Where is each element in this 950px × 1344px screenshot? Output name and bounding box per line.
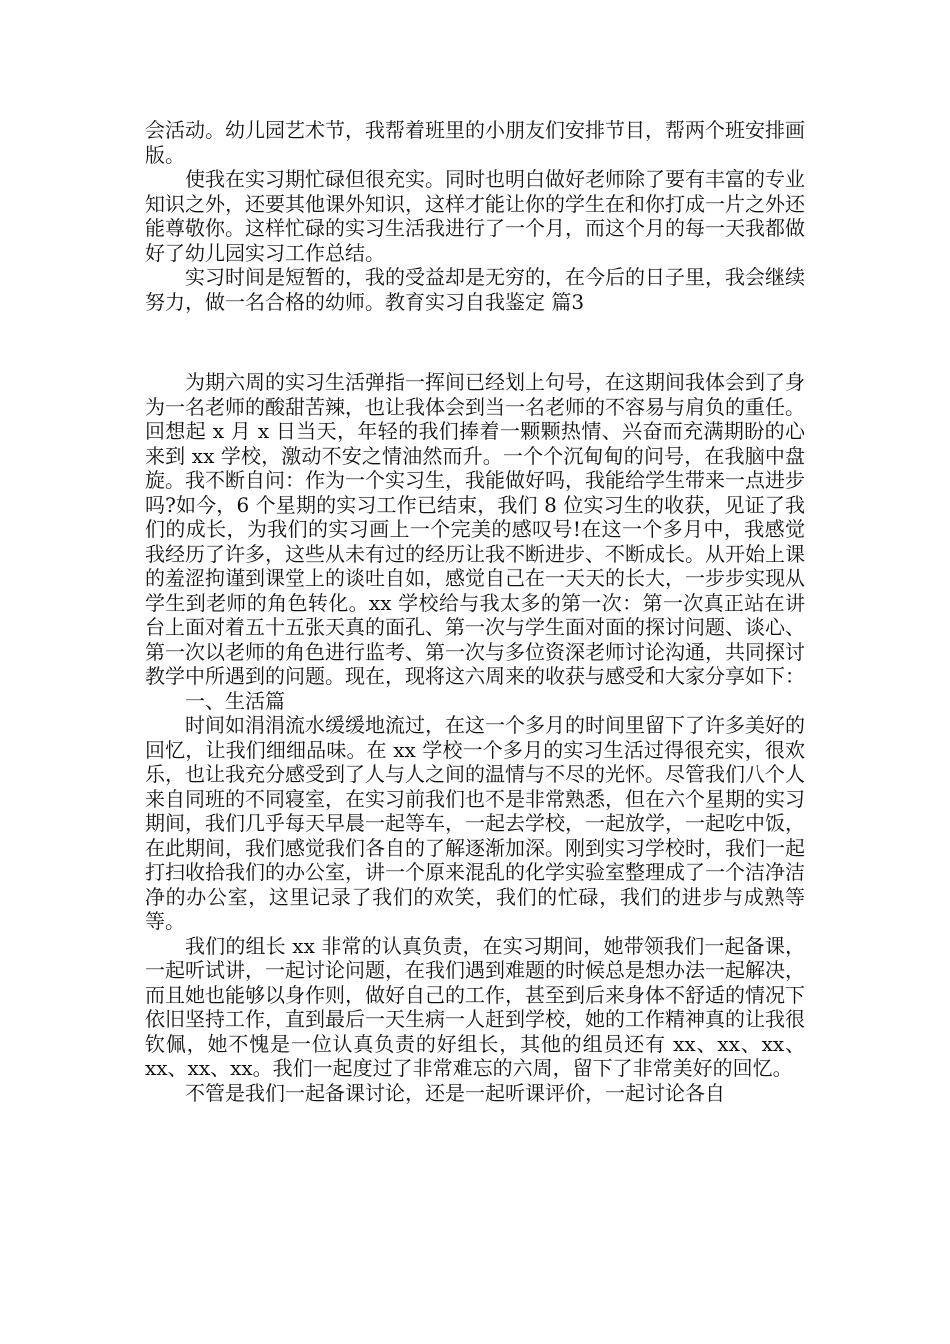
paragraph-2: 使我在实习期忙碌但很充实。同时也明白做好老师除了要有丰富的专业知识之外，还要其他课外知识，这样才能让你的学生在和你打成一片之外还能尊敬你。这样忙碌的实习生活我进行了一个月，而这个月的每一天我都做好了幼儿园实习工作总结。 (145, 167, 805, 265)
paragraph-4: 为期六周的实习生活弹指一挥间已经划上句号，在这期间我体会到了身为一名老师的酸甜苦辣，也让我体会到当一名老师的不容易与肩负的重任。回想起 x 月 x 日当天，年轻的我们捧着一颗颗热情、兴奋而充满期盼的心来到 xx 学校，激动不安之情油然而升。一个个沉甸甸的问号，在我脑中盘旋。我不断自问：作为一个实习生，我能做好吗，我能给学生带来一点进步吗?如今，6 个星期的实习工作已结束，我们 8 位实习生的收获，见证了我们的成长，为我们的实习画上一个完美的感叹号!在这一个多月中，我感觉我经历了许多，这些从未有过的经历让我不断进步、不断成长。从开始上课的羞涩拘谨到课堂上的谈吐自如，感觉自己在一天天的长大，一步步实现从学生到老师的角色转化。xx 学校给与我太多的第一次：第一次真正站在讲台上面对着五十五张天真的面孔、第一次与学生面对面的探讨问题、谈心、第一次以老师的角色进行监考、第一次与多位资深老师讨论沟通，共同探讨教学中所遇到的问题。现在，现将这六周来的收获与感受和大家分享如下： (145, 370, 805, 688)
paragraph-7: 不管是我们一起备课讨论，还是一起听课评价，一起讨论各自 (185, 1080, 725, 1105)
paragraph-3: 实习时间是短暂的，我的受益却是无穷的，在今后的日子里，我会继续努力，做一名合格的幼师。教育实习自我鉴定 篇3 (145, 265, 805, 314)
main-text-section (145, 370, 805, 1105)
paragraph-6: 我们的组长 xx 非常的认真负责，在实习期间，她带领我们一起备课，一起听试讲，一起讨论问题，在我们遇到难题的时候总是想办法一起解决，而且她也能够以身作则，做好自己的工作，甚至到后来身体不舒适的情况下依旧坚持工作，直到最后一天生病一人赶到学校，她的工作精神真的让我很钦佩，她不愧是一位认真负责的好组长，其他的组员还有 xx、xx、xx、xx、xx、xx。我们一起度过了非常难忘的六周，留下了非常美好的回忆。 (145, 933, 805, 1080)
top-text-section (145, 118, 805, 314)
section-heading: 一、生活篇 (185, 688, 285, 713)
paragraph-1: 会活动。幼儿园艺术节，我帮着班里的小朋友们安排节目，帮两个班安排画版。 (145, 118, 805, 167)
paragraph-5: 时间如涓涓流水缓缓地流过，在这一个多月的时间里留下了许多美好的回忆，让我们细细品味。在 xx 学校一个多月的实习生活过得很充实，很欢乐，也让我充分感受到了人与人之间的温情与不尽的光怀。尽管我们八个人来自同班的不同寝室，在实习前我们也不是非常熟悉，但在六个星期的实习期间，我们几乎每天早晨一起等车，一起去学校，一起放学，一起吃中饭，在此期间，我们感觉我们各自的了解逐渐加深。刚到实习学校时，我们一起打扫收拾我们的办公室，讲一个原来混乱的化学实验室整理成了一个洁净洁净的办公室，这里记录了我们的欢笑，我们的忙碌，我们的进步与成熟等等。 (145, 713, 805, 933)
